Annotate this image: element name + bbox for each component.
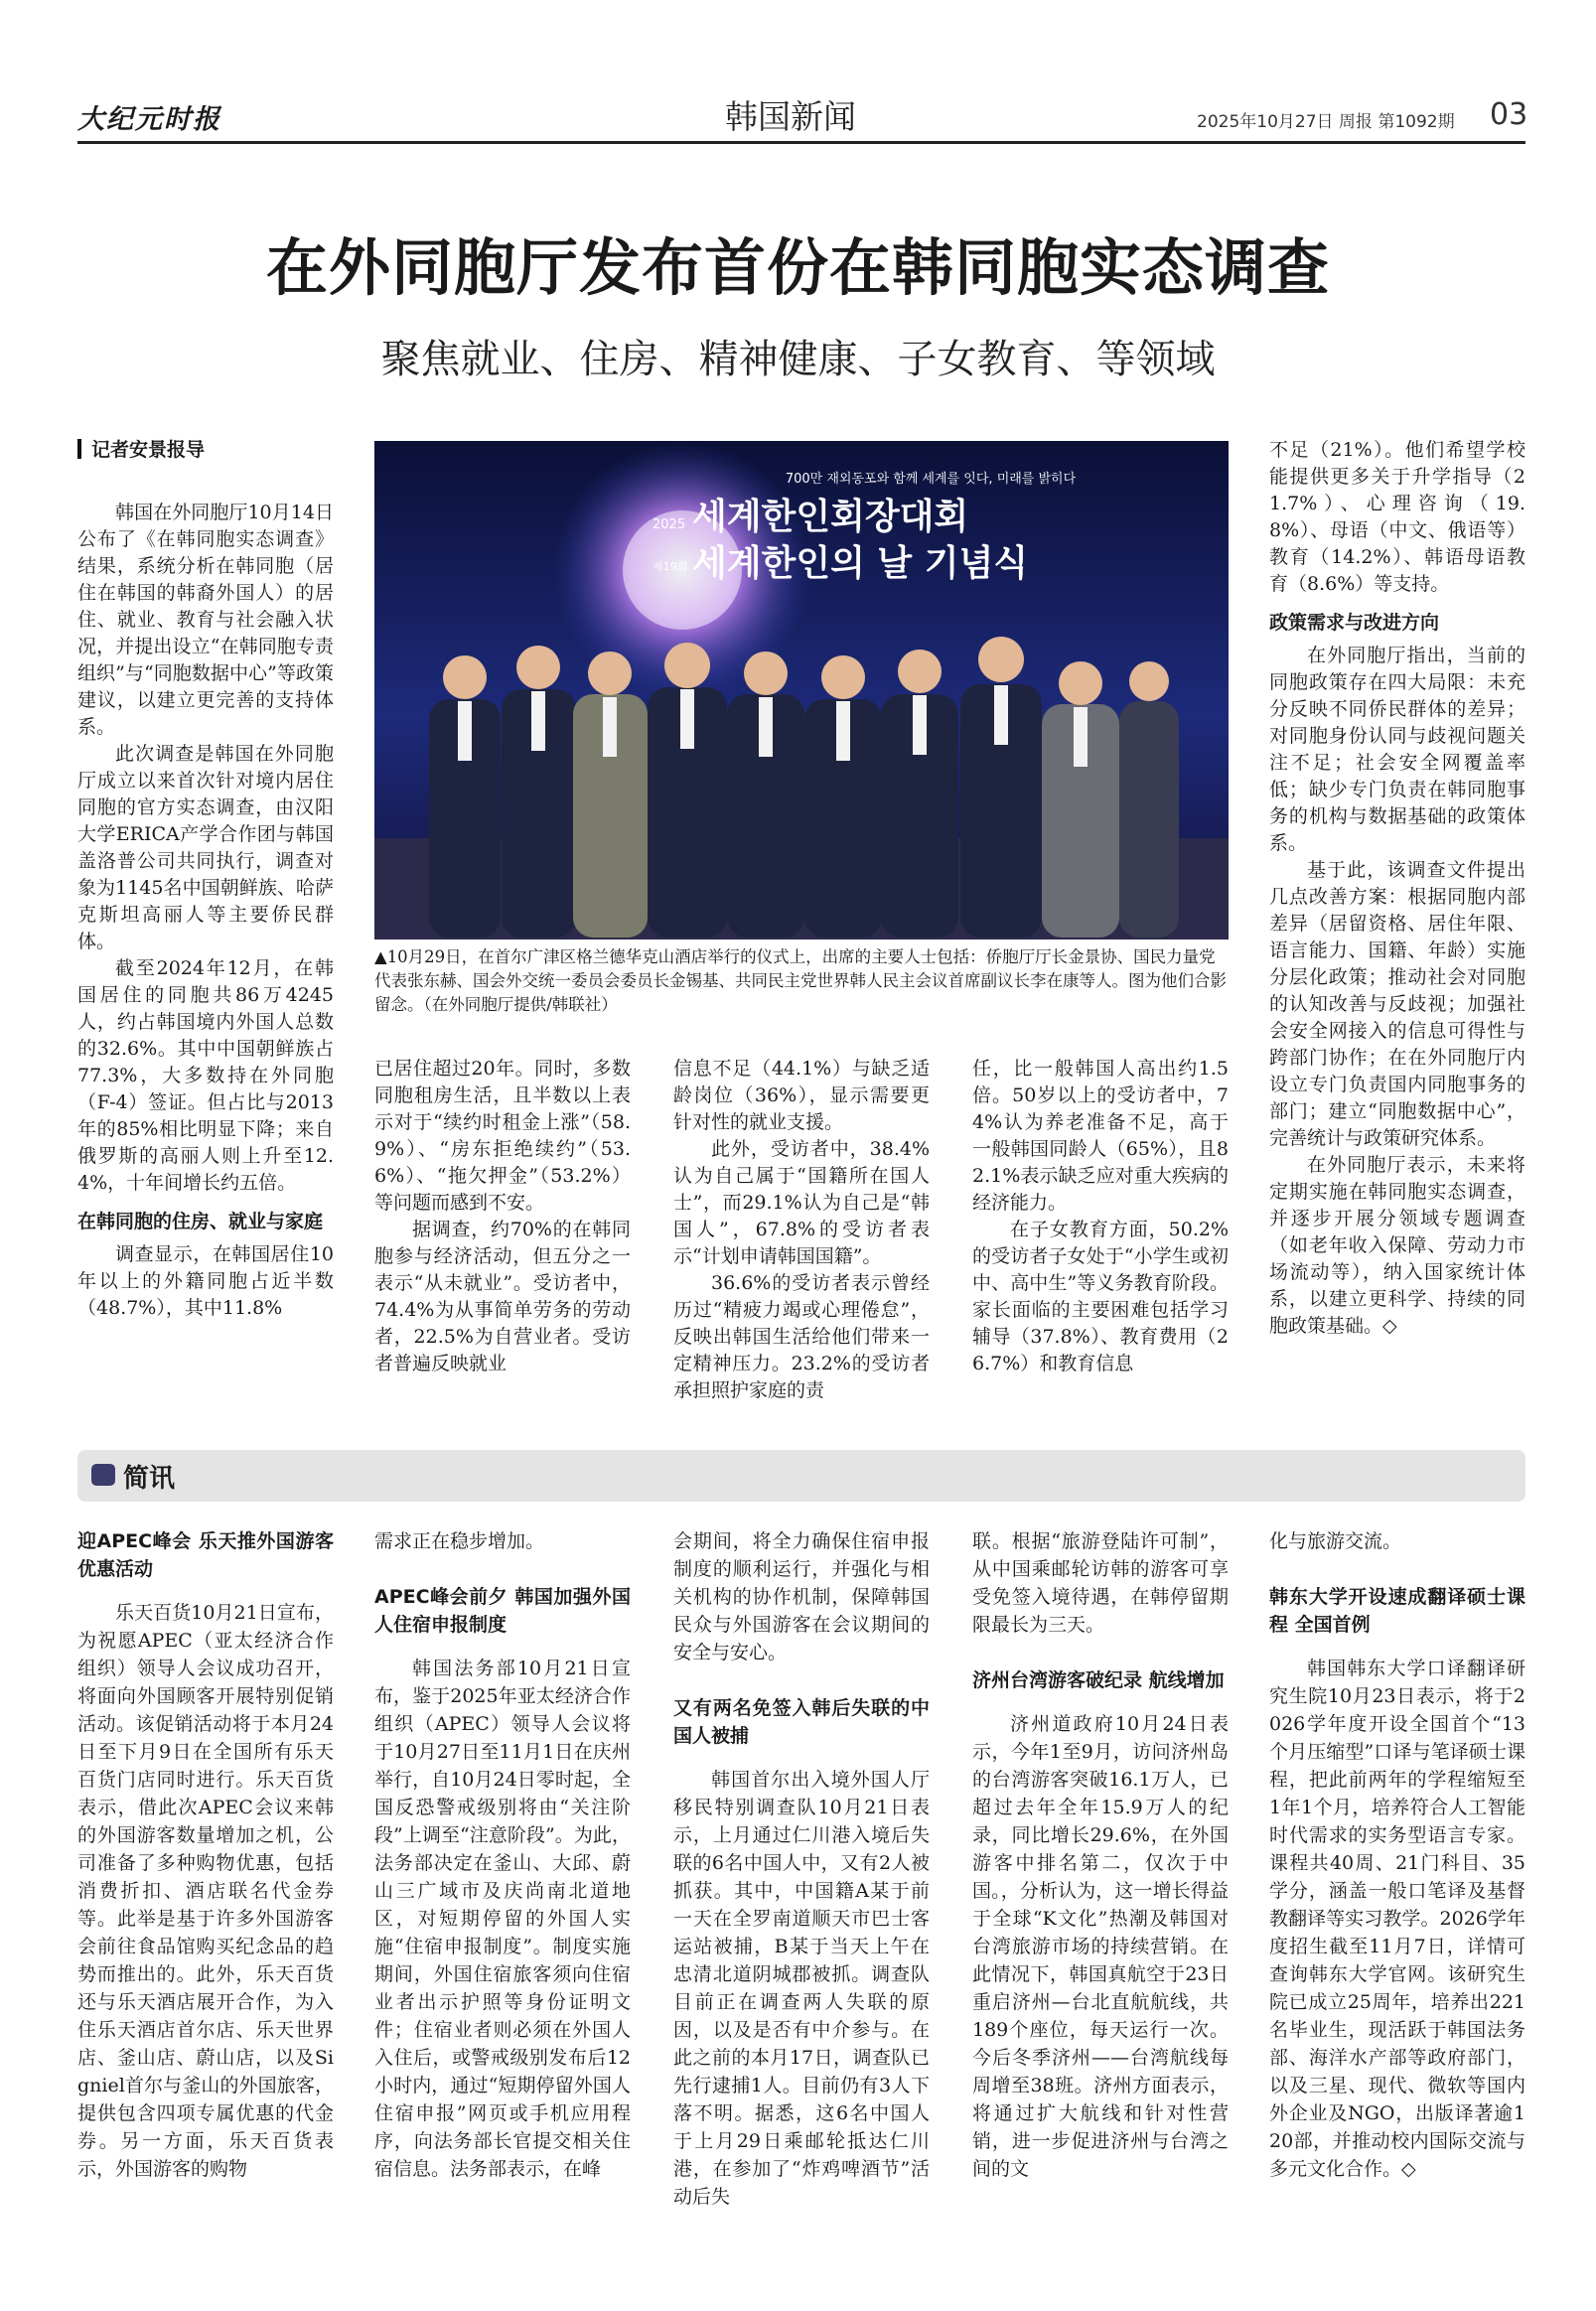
paragraph: 截至2024年12月，在韩国居住的同胞共86万4245人，约占韩国境内外国人总数的32.6%。其中中国朝鲜族占77.3%，大多数持在外同胞（F-4）签证。但占比与2013年的85%相比明显下降；来自俄罗斯的高丽人则上升至12.4%，十年间增长约五倍。	[77, 957, 334, 1194]
paragraph: 任，比一般韩国人高出约1.5倍。50岁以上的受访者中，74%认为养老准备不足，高于一般韩国同龄人（65%），且82.1%表示缺乏应对重大疾病的经济能力。	[972, 1058, 1229, 1214]
brief-paragraph: 乐天百货10月21日宣布，为祝愿APEC（亚太经济合作组织）领导人会议成功召开，将面向外国顾客开展特别促销活动。该促销活动将于本月24日至下月9日在全国所有乐天百货门店同时进行。乐天百货表示，借此次APEC会议来韩的外国游客数量增加之机，公司准备了多种购物优惠，包括消费折扣、酒店联名代金券等。此举是基于许多外国游客会前往食品馆购买纪念品的趋势而推出的。此外，乐天百货还与乐天酒店展开合作，为入住乐天酒店首尔店、乐天世界店、釜山店、蔚山店，以及Signiel首尔与釜山的外国旅客，提供包含四项专属优惠的代金券。另一方面，乐天百货表示，外国游客的购物	[77, 1602, 334, 2180]
brief-paragraph: 韩国法务部10月21日宣布，鉴于2025年亚太经济合作组织（APEC）领导人会议将于10月27日至11月1日在庆州举行，自10月24日零时起，全国反恐警戒级别将由“关注阶段”上调至“注意阶段”。为此，法务部决定在釜山、大邱、蔚山三广域市及庆尚南北道地区，对短期停留的外国人实施“住宿申报制度”。制度实施期间，外国住宿旅客须向住宿业者出示护照等身份证明文件；住宿业者则必须在外国人入住后，或警戒级别发布后12小时内，通过“短期停留外国人住宿申报”网页或手机应用程序，向法务部长官提交相关住宿信息。法务部表示，在峰	[374, 1658, 631, 2180]
paragraph: 韩国在外同胞厅10月14日公布了《在韩同胞实态调查》结果，系统分析在韩同胞（居住在韩国的韩裔外国人）的居住、就业、教育与社会融入状况，并提出设立“在韩同胞专责组织”与“同胞数据中心”等政策建议，以建立更完善的支持体系。	[77, 502, 334, 738]
banner-title-2: 세계한인의 날 기념식	[692, 543, 1029, 584]
briefs-band	[77, 1450, 1525, 1502]
byline-bar	[77, 439, 81, 459]
newspaper-masthead: 大纪元时报	[77, 104, 221, 135]
banner-year: 2025	[653, 517, 686, 532]
brief-column-2	[374, 1527, 631, 2183]
banner-title-1: 세계한인회장대회	[692, 497, 969, 537]
paragraph: 在子女教育方面，50.2%的受访者子女处于“小学生或初中、高中生”等义务教育阶段。家长面临的主要困难包括学习辅导（37.8%）、教育费用（26.7%）和教育信息	[972, 1219, 1229, 1374]
photo-illustration	[374, 441, 1229, 939]
banner-edition: 제19회	[653, 560, 688, 573]
brief-column-1	[77, 1527, 334, 2183]
briefs-icon	[91, 1464, 115, 1486]
brief-title: 济州台湾游客破纪录 航线增加	[972, 1669, 1225, 1691]
paragraph: 据调查，约70%的在韩同胞参与经济活动，但五分之一表示“从未就业”。受访者中，74.4%为从事简单劳务的劳动者，22.5%为自营业者。受访者普遍反映就业	[374, 1219, 631, 1374]
brief-paragraph: 韩国首尔出入境外国人厅移民特别调查队10月21日表示，上月通过仁川港入境后失联的6名中国人中，又有2人被抓获。其中，中国籍A某于前一天在全罗南道顺天市巴士客运站被捕，B某于当天上午在忠清北道阴城郡被抓。调查队目前正在调查两人失联的原因，以及是否有中介参与。在此之前的本月17日，调查队已先行逮捕1人。目前仍有3人下落不明。据悉，这6名中国人于上月29日乘邮轮抵达仁川港，在参加了“炸鸡啤酒节”活动后失	[673, 1769, 930, 2208]
article-column-4	[972, 1056, 1229, 1377]
byline	[77, 437, 334, 464]
brief-title: APEC峰会前夕 韩国加强外国人住宿申报制度	[374, 1586, 631, 1636]
brief-column-4	[972, 1527, 1229, 2183]
page-number: 03	[1490, 97, 1528, 132]
paragraph: 此外，受访者中，38.4%认为自己属于“国籍所在国人士”，而29.1%认为自己是“韩国人”，67.8%的受访者表示“计划申请韩国国籍”。	[673, 1138, 930, 1267]
brief-paragraph: 韩国韩东大学口译翻译研究生院10月23日表示，将于2026学年度开设全国首个“13个月压缩型”口译与笔译硕士课程，把此前两年的学程缩短至1年1个月，培养符合人工智能时代需求的实务型语言专家。课程共40周、21门科目、35学分，涵盖一般口笔译及基督教翻译等实习教学。2026学年度招生截至11月7日，详情可查询韩东大学官网。该研究生院已成立25周年，培养出221名毕业生，现活跃于韩国法务部、海洋水产部等政府部门，以及三星、现代、微软等国内外企业及NGO，出版译著逾120部，并推动校内国际交流与多元文化合作。◇	[1269, 1658, 1525, 2180]
article-column-1	[77, 437, 334, 1322]
briefs-label: 简讯	[123, 1464, 176, 1494]
paragraph: 调查显示，在韩国居住10年以上的外籍同胞占近半数（48.7%），其中11.8%	[77, 1243, 334, 1319]
brief-title: 韩东大学开设速成翻译硕士课程 全国首例	[1269, 1586, 1525, 1636]
brief-paragraph: 联。根据“旅游登陆许可制”，从中国乘邮轮访韩的游客可享受免签入境待遇，在韩停留期限最长为三天。	[972, 1530, 1229, 1636]
paragraph: 不足（21%）。他们希望学校能提供更多关于升学指导（21.7%）、心理咨询（19.8%）、母语（中文、俄语等）教育（14.2%）、韩语母语教育（8.6%）等支持。	[1269, 439, 1525, 595]
brief-column-5	[1269, 1527, 1525, 2183]
paragraph: 此次调查是韩国在外同胞厅成立以来首次针对境内居住同胞的官方实态调查，由汉阳大学ERICA产学合作团与韩国盖洛普公司共同执行，调查对象为1145名中国朝鲜族、哈萨克斯坦高丽人等主要侨民群体。	[77, 743, 334, 952]
article-column-2	[374, 1056, 631, 1377]
article-column-5	[1269, 437, 1525, 1340]
paragraph: 36.6%的受访者表示曾经历过“精疲力竭或心理倦怠”，反映出韩国生活给他们带来一定精神压力。23.2%的受访者承担照护家庭的责	[673, 1272, 930, 1401]
issue-date: 2025年10月27日 周报 第1092期	[1197, 112, 1455, 132]
brief-paragraph: 济州道政府10月24日表示，今年1至9月，访问济州岛的台湾游客突破16.1万人，已超过去年全年15.9万人的纪录，同比增长29.6%，在外国游客中排名第二，仅次于中国。，分析认为，这一增长得益于全球“K文化”热潮及韩国对台湾旅游市场的持续营销。在此情况下，韩国真航空于23日重启济州—台北直航航线，共189个座位，每天运行一次。今后冬季济州——台湾航线每周增至38班。济州方面表示，将通过扩大航线和针对性营销，进一步促进济州与台湾之间的文	[972, 1713, 1229, 2180]
paragraph: 信息不足（44.1%）与缺乏适龄岗位（36%），显示需要更针对性的就业支援。	[673, 1058, 930, 1133]
article-column-3	[673, 1056, 930, 1404]
brief-paragraph: 会期间，将全力确保住宿申报制度的顺利运行，并强化与相关机构的协作机制，保障韩国民众与外国游客在会议期间的安全与安心。	[673, 1530, 930, 1663]
section-title: 韩国新闻	[725, 97, 856, 136]
article-headline: 在外同胞厅发布首份在韩同胞实态调查	[265, 231, 1330, 304]
article-photo	[374, 441, 1229, 939]
brief-paragraph: 化与旅游交流。	[1269, 1530, 1402, 1552]
banner-tagline: 700만 재외동포와 함께 세계를 잇다, 미래를 밝히다	[785, 472, 1077, 487]
section-heading: 政策需求与改进方向	[1269, 612, 1440, 634]
paragraph: 基于此，该调查文件提出几点改善方案：根据同胞内部差异（居留资格、居住年限、语言能力、国籍、年龄）实施分层化政策；推动社会对同胞的认知改善与反歧视；加强社会安全网接入的信息可得性与跨部门协作；在在外同胞厅内设立专门负责国内同胞事务的部门；建立“同胞数据中心”，完善统计与政策研究体系。	[1269, 859, 1525, 1149]
brief-title: 又有两名免签入韩后失联的中国人被捕	[673, 1697, 930, 1747]
photo-caption: ▲10月29日，在首尔广津区格兰德华克山酒店举行的仪式上，出席的主要人士包括：侨胞厅厅长金景协、国民力量党代表张东赫、国会外交统一委员会委员长金锡基、共同民主党世界韩人民主会议首席副议长李在康等人。图为他们合影留念。（在外同胞厅提供/韩联社）	[374, 947, 1227, 1014]
section-heading: 在韩同胞的住房、就业与家庭	[77, 1211, 324, 1232]
header-rule	[77, 141, 1525, 144]
paragraph: 在外同胞厅表示，未来将定期实施在韩同胞实态调查，并逐步开展分领域专题调查（如老年收入保障、劳动力市场流动等），纳入国家统计体系，以建立更科学、持续的同胞政策基础。◇	[1269, 1154, 1525, 1337]
brief-title: 迎APEC峰会 乐天推外国游客优惠活动	[77, 1530, 334, 1580]
byline-text: 记者安景报导	[91, 439, 206, 461]
brief-column-3	[673, 1527, 930, 2211]
article-subheadline: 聚焦就业、住房、精神健康、子女教育、等领域	[380, 337, 1216, 382]
paragraph: 已居住超过20年。同时，多数同胞租房生活，且半数以上表示对于“续约时租金上涨”（58.9%）、“房东拒绝续约”（53.6%）、“拖欠押金”（53.2%）等问题而感到不安。	[374, 1058, 631, 1214]
brief-paragraph: 需求正在稳步增加。	[374, 1530, 545, 1552]
paragraph: 在外同胞厅指出，当前的同胞政策存在四大局限：未充分反映不同侨民群体的差异；对同胞身份认同与歧视问题关注不足；社会安全网覆盖率低；缺少专门负责在韩同胞事务的机构与数据基础的政策体系。	[1269, 645, 1525, 854]
